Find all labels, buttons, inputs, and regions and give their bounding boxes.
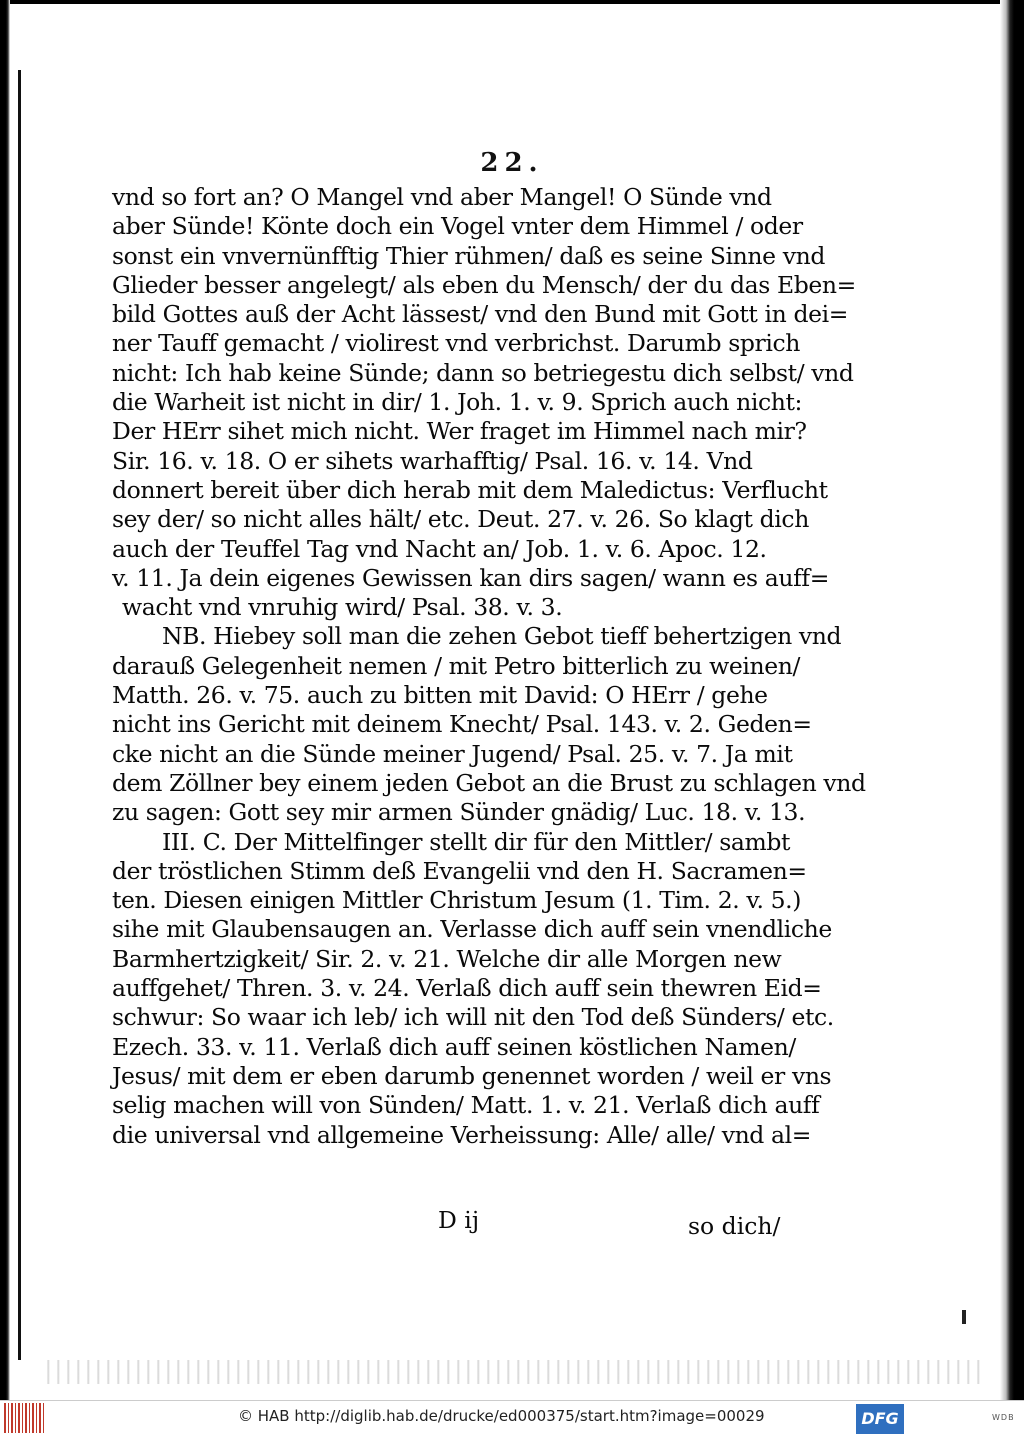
text-line: der tröstlichen Stimm deß Evangelii vnd den H. Sacramen=: [112, 856, 807, 885]
text-line: dem Zöllner bey einem jeden Gebot an die Brust zu schlagen vnd: [112, 768, 866, 797]
text-line: cke nicht an die Sünde meiner Jugend/ Psal. 25. v. 7. Ja mit: [112, 739, 793, 768]
text-line: sihe mit Glaubensaugen an. Verlasse dich auff sein vnendliche: [112, 915, 832, 944]
text-line: aber Sünde! Könte doch ein Vogel vnter dem Himmel / oder: [112, 212, 803, 241]
text-line: v. 11. Ja dein eigenes Gewissen kan dirs sagen/ wann es auff=: [112, 563, 829, 592]
text-line: sey der/ so nicht alles hält/ etc. Deut. 27. v. 26. So klagt dich: [112, 505, 809, 534]
text-line: schwur: So waar ich leb/ ich will nit den Tod deß Sünders/ etc.: [112, 1003, 834, 1032]
text-line: auffgehet/ Thren. 3. v. 24. Verlaß dich auff sein thewren Eid=: [112, 974, 822, 1003]
dfg-logo[interactable]: DFG: [856, 1404, 904, 1434]
text-line: zu sagen: Gott sey mir armen Sünder gnädig/ Luc. 18. v. 13.: [112, 798, 806, 827]
text-line: Sir. 16. v. 18. O er sihets warhafftig/ Psal. 16. v. 14. Vnd: [112, 446, 753, 475]
hab-barcode-logo[interactable]: [4, 1403, 46, 1433]
page-left-edge: [0, 0, 10, 1400]
text-line: Jesus/ mit dem er eben darumb genennet worden / weil er vns: [112, 1061, 832, 1090]
text-line: vnd so fort an? O Mangel vnd aber Mangel! O Sünde vnd: [112, 183, 772, 211]
text-line: auch der Teuffel Tag vnd Nacht an/ Job. 1. v. 6. Apoc. 12.: [112, 534, 767, 563]
text-line: selig machen will von Sünden/ Matt. 1. v. 21. Verlaß dich auff: [112, 1091, 820, 1120]
text-line: die universal vnd allgemeine Verheissung: Alle/ alle/ vnd al=: [112, 1120, 812, 1149]
paragraph-start-line: III. C. Der Mittelfinger stellt dir für den Mittler/ sambt: [162, 827, 791, 856]
margin-mark: [962, 1310, 966, 1324]
paragraph-start-line: NB. Hiebey soll man die zehen Gebot tieff behertzigen vnd: [162, 622, 842, 651]
page-fold-line: [18, 70, 21, 1360]
page-top-edge: [0, 0, 1024, 4]
page-number: 22.: [480, 148, 544, 178]
text-line: darauß Gelegenheit nemen / mit Petro bitterlich zu weinen/: [112, 651, 800, 680]
text-line: Glieder besser angelegt/ als eben du Mensch/ der du das Eben=: [112, 270, 856, 299]
text-line: Matth. 26. v. 75. auch zu bitten mit David: O HErr / gehe: [112, 681, 768, 710]
text-line: bild Gottes auß der Acht lässest/ vnd den Bund mit Gott in dei=: [112, 300, 849, 329]
text-line: Ezech. 33. v. 11. Verlaß dich auff seinen köstlichen Namen/: [112, 1032, 796, 1061]
wdb-label: WDB: [992, 1413, 1015, 1422]
text-line: Barmhertzigkeit/ Sir. 2. v. 21. Welche dir alle Morgen new: [112, 944, 782, 973]
page-right-edge: [1000, 0, 1024, 1400]
text-line: ner Tauff gemacht / violirest vnd verbrichst. Darumb sprich: [112, 329, 800, 358]
text-line: wacht vnd vnruhig wird/ Psal. 38. v. 3.: [122, 593, 563, 622]
catchword: so dich/: [688, 1212, 781, 1240]
body-text: [112, 183, 866, 1150]
text-line: Der HErr sihet mich nicht. Wer fraget im Himmel nach mir?: [112, 417, 807, 446]
signature-mark: D ij: [438, 1206, 480, 1234]
viewer-footer-bar: [0, 1400, 1024, 1438]
text-line: nicht: Ich hab keine Sünde; dann so betriegestu dich selbst/ vnd: [112, 358, 854, 387]
text-line: donnert bereit über dich herab mit dem Maledictus: Verflucht: [112, 475, 828, 504]
text-line: nicht ins Gericht mit deinem Knecht/ Psal. 143. v. 2. Geden=: [112, 710, 812, 739]
text-line: die Warheit ist nicht in dir/ 1. Joh. 1. v. 9. Sprich auch nicht:: [112, 388, 803, 417]
scan-noise: [40, 1360, 980, 1384]
text-line: ten. Diesen einigen Mittler Christum Jesum (1. Tim. 2. v. 5.): [112, 886, 801, 915]
copyright-link[interactable]: © HAB http://diglib.hab.de/drucke/ed000375/start.htm?image=00029: [238, 1407, 765, 1425]
text-line: sonst ein vnvernünfftig Thier rühmen/ daß es seine Sinne vnd: [112, 241, 825, 270]
